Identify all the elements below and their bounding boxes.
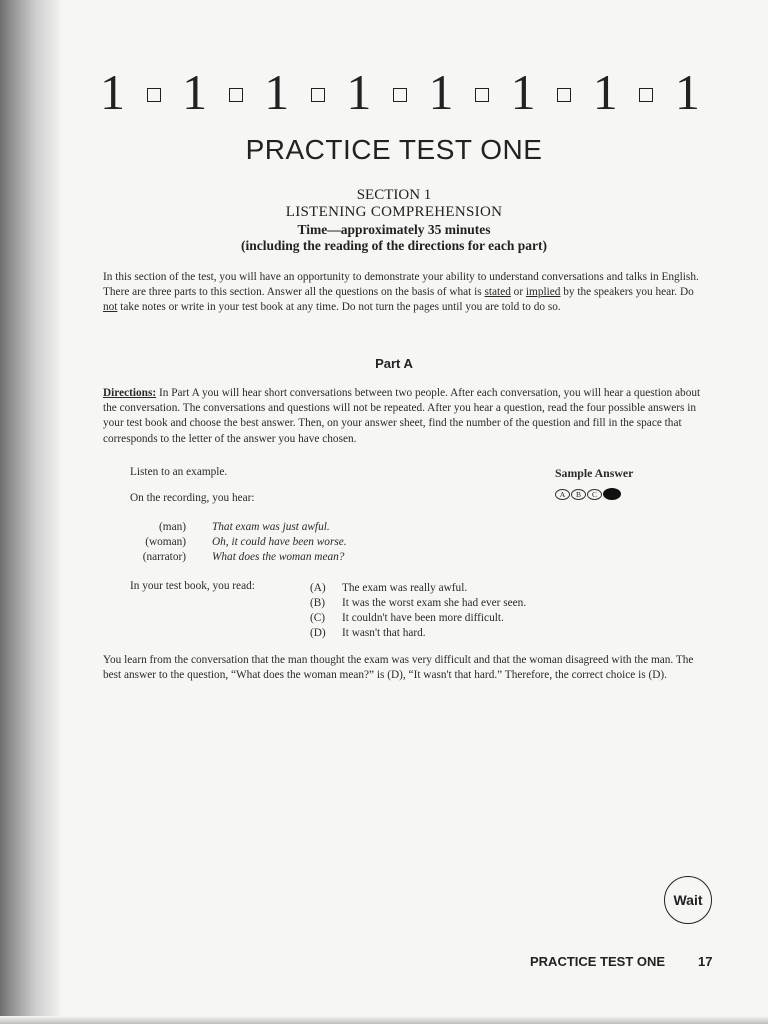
section-digit: 1 [674, 64, 700, 120]
book-page [60, 0, 768, 1024]
section-digit: 1 [428, 64, 454, 120]
directions-label: Directions: [103, 387, 157, 399]
dialogue-line: Oh, it could have been worse. [212, 536, 347, 548]
section-number-strip [100, 62, 700, 122]
book-spine-shadow [0, 0, 60, 1024]
part-heading: Part A [375, 356, 413, 371]
sample-answer-bubbles [555, 488, 621, 500]
section-time: Time—approximately 35 minutes [297, 222, 491, 237]
option-text: It was the worst exam she had ever seen. [342, 597, 527, 609]
section-digit: 1 [592, 64, 618, 120]
option-text: It couldn't have been more difficult. [342, 612, 504, 624]
page-bottom-edge [0, 1016, 768, 1024]
recording-instruction: On the recording, you hear: [130, 492, 255, 504]
option-letter: (A) [310, 582, 326, 594]
page-title: PRACTICE TEST ONE [245, 134, 543, 165]
intro-not: not [103, 301, 118, 314]
speaker-label: (narrator) [142, 551, 186, 563]
option-text: It wasn't that hard. [342, 627, 426, 639]
section-name: LISTENING COMPREHENSION [285, 204, 503, 220]
intro-text: take notes or write in your test book at any time. Do not turn the pages until you are told to do so. [117, 301, 561, 314]
square-icon [639, 88, 653, 102]
intro-text: by the speakers you hear. Do [560, 286, 694, 299]
intro-implied: implied [525, 286, 561, 299]
option-letter: (C) [310, 612, 326, 624]
test-book-instruction: In your test book, you read: [130, 580, 255, 592]
speaker-label: (man) [159, 521, 186, 533]
dialogue-line: That exam was just awful. [212, 521, 330, 533]
option-letter: (B) [310, 597, 326, 609]
section-number: SECTION 1 [356, 187, 432, 203]
square-icon [557, 88, 571, 102]
square-icon [229, 88, 243, 102]
square-icon [475, 88, 489, 102]
intro-text: or [510, 286, 526, 299]
answer-bubble-c: C [587, 489, 602, 500]
directions-paragraph [103, 386, 708, 447]
directions-text: In Part A you will hear short conversations between two people. After each conversation, you will hear a question about the conversation. The conversations and questions will not be repeated. After you hear a question, read the four possible answers in your test book and choose the best answer. Then, on your answer sheet, find the number of the question and fill in the space that corresponds to the letter of the answer you have chosen. [103, 387, 701, 445]
section-digit: 1 [510, 64, 536, 120]
wait-badge: Wait [664, 876, 712, 924]
intro-paragraph [103, 270, 708, 316]
sample-answer-label: Sample Answer [555, 466, 634, 480]
section-time-note: (including the reading of the directions for each part) [241, 238, 547, 253]
option-text: The exam was really awful. [342, 582, 468, 594]
explanation-paragraph: You learn from the conversation that the man thought the exam was very difficult and that the woman disagreed with the man. The best answer to the question, “What does the woman mean?” is (D), “It wasn't that hard.” Therefore, the correct choice is (D). [103, 654, 694, 682]
intro-stated: stated [484, 286, 511, 299]
square-icon [147, 88, 161, 102]
section-digit: 1 [264, 64, 290, 120]
answer-bubble-a: A [555, 489, 570, 500]
section-digit: 1 [100, 64, 125, 120]
speaker-label: (woman) [145, 536, 186, 548]
option-letter: (D) [310, 627, 326, 639]
intro-text: In this section of the test, you will have an opportunity to demonstrate your ability to understand conversations and talks in English. There are three parts to this section. Answer all the questions on the basis of what is [103, 271, 699, 299]
section-digit: 1 [346, 64, 372, 120]
listen-instruction: Listen to an example. [130, 466, 228, 478]
page-number: 17 [698, 954, 713, 969]
answer-bubble-d-filled [603, 488, 621, 500]
square-icon [311, 88, 325, 102]
answer-bubble-b: B [571, 489, 586, 500]
square-icon [393, 88, 407, 102]
dialogue-line: What does the woman mean? [212, 551, 345, 563]
footer-title: PRACTICE TEST ONE [530, 954, 666, 969]
section-digit: 1 [182, 64, 208, 120]
